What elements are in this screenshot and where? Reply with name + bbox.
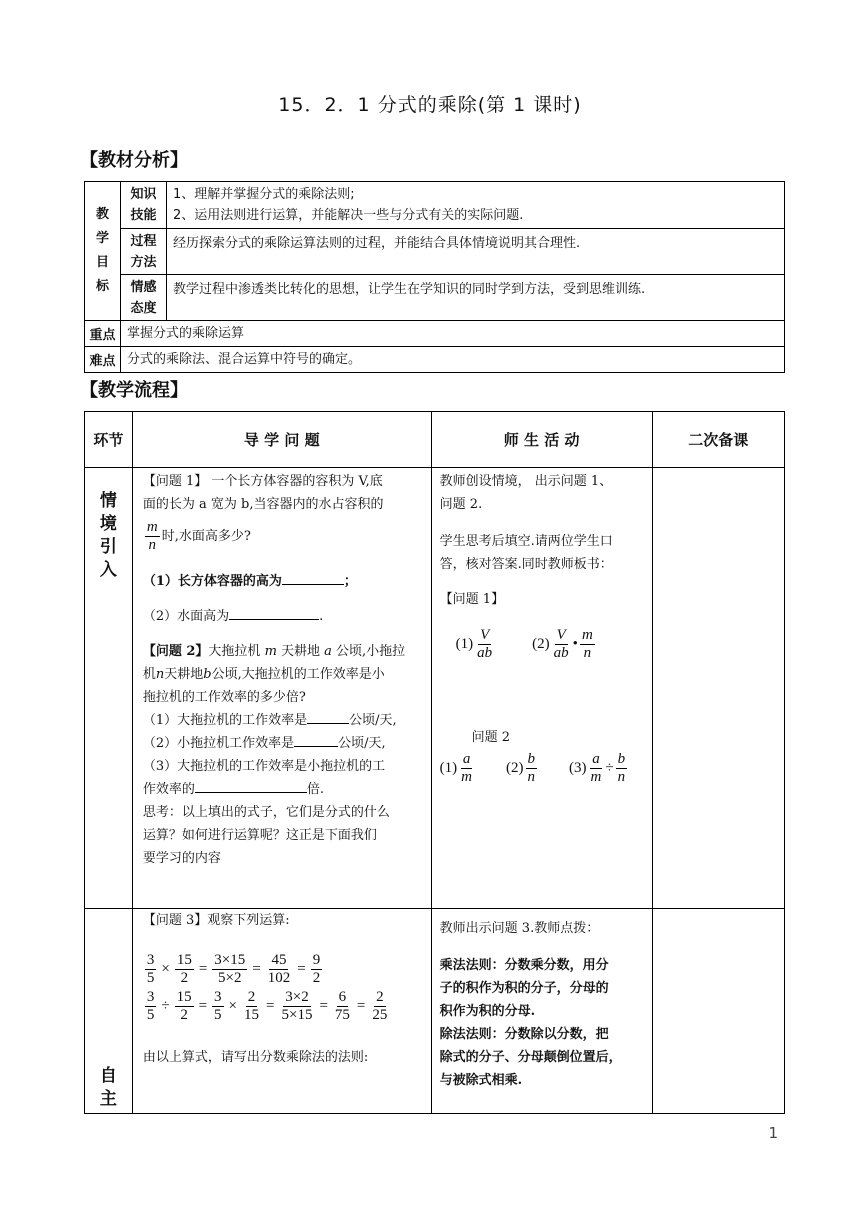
knowledge-label: [121, 182, 167, 229]
operator: =: [297, 961, 306, 977]
answer-blank[interactable]: [282, 570, 344, 585]
denominator: ab: [477, 645, 493, 661]
operator: =: [198, 998, 208, 1014]
fraction: [175, 952, 194, 987]
sub-text: （1）长方体容器的高为: [142, 574, 282, 589]
activity-cell-intro: [431, 468, 652, 909]
label-line: 态度: [130, 300, 157, 316]
numerator: 3: [146, 952, 155, 968]
question-2-sub2: [143, 732, 423, 755]
fraction: [145, 952, 157, 987]
stage-label-self: [85, 909, 133, 1114]
fraction: [459, 751, 474, 786]
var: m: [264, 644, 277, 659]
denominator: 15: [244, 1007, 260, 1023]
header-guide: 导 学 问 题: [132, 412, 431, 468]
denominator: m: [590, 769, 602, 785]
numerator: 3×2: [285, 989, 309, 1005]
numerator: V: [556, 627, 566, 643]
numerator: 3: [214, 989, 222, 1005]
label-line: 过程: [130, 233, 157, 249]
label-char: 情: [99, 491, 117, 511]
denominator: 25: [372, 1007, 388, 1023]
fraction: [552, 627, 571, 662]
fraction: [616, 751, 628, 786]
label-char: 主: [99, 1089, 117, 1109]
sub-text: 作效率的: [142, 782, 195, 797]
rule-line: 积作为积的分母.: [439, 1004, 536, 1019]
secondary-prep-cell-self[interactable]: [652, 909, 784, 1114]
sub-end: 公顷/天,: [338, 736, 386, 751]
label-line: 情感: [130, 279, 157, 295]
text: 天耕地: [276, 644, 325, 659]
rule-line: 乘法法则：分数乘分数，用分: [439, 958, 609, 973]
answer-label: (2): [506, 760, 524, 776]
answer-label: (3): [569, 760, 587, 776]
fraction: [370, 989, 389, 1024]
denominator: 75: [334, 1007, 350, 1023]
operator: ÷: [605, 760, 614, 776]
operator: =: [252, 961, 261, 977]
text: 公顷,大拖拉机的工作效率是小: [211, 667, 385, 682]
answer-blank[interactable]: [294, 732, 338, 747]
label-line: 知识: [130, 187, 157, 202]
activity-line: 学生思考后填空.请两位学生口: [439, 534, 613, 549]
label-char: 境: [99, 514, 117, 534]
activity-line: 问题 2.: [439, 497, 483, 512]
var: a: [324, 644, 332, 659]
guide-cell-self: [132, 909, 431, 1114]
fraction: [589, 751, 604, 786]
answer-blank[interactable]: [195, 778, 307, 793]
numerator: a: [592, 751, 600, 767]
label-char: 标: [95, 279, 109, 294]
numerator: b: [527, 751, 536, 767]
numerator: V: [480, 627, 490, 643]
label-char: 引: [99, 537, 117, 557]
operator: =: [319, 998, 328, 1014]
denominator: n: [617, 769, 626, 785]
sub-end: 倍.: [306, 782, 324, 797]
label-char: 自: [99, 1066, 117, 1086]
denominator: 5: [146, 970, 155, 986]
question-1-frac-line: [143, 516, 423, 558]
denominator: 5: [214, 1007, 222, 1023]
operator: =: [198, 961, 208, 977]
question-2-sub3: （3）大拖拉机的工作效率是小拖拉机的工: [142, 759, 386, 774]
numerator: 45: [271, 952, 287, 968]
denominator: 5×2: [218, 970, 242, 986]
var: b: [203, 667, 212, 682]
question-2-head: 【问题 2】: [142, 644, 209, 659]
fraction: [580, 627, 595, 662]
question-2-sub1: [143, 709, 423, 732]
numerator: m: [146, 519, 158, 535]
fraction: [242, 989, 261, 1024]
sub-end: .: [319, 609, 324, 624]
numerator: m: [581, 627, 593, 643]
numerator: b: [617, 751, 626, 767]
denominator: 5: [146, 1007, 155, 1023]
text: 天耕地: [164, 667, 204, 682]
question-1-sub2: [143, 605, 423, 628]
numerator: a: [462, 751, 471, 767]
denominator: 2: [180, 1007, 188, 1023]
think-line: 思考：以上填出的式子，它们是分式的什么: [142, 805, 390, 820]
guide-cell-intro: [132, 468, 431, 909]
header-secondary-prep: 二次备课: [652, 412, 784, 468]
think-line: 要学习的内容: [142, 851, 221, 866]
text: 公顷,小拖拉: [331, 644, 406, 659]
header-stage: 环节: [85, 412, 133, 468]
label-char: 教: [95, 207, 109, 222]
answer-row-1: [440, 627, 646, 662]
numerator: 15: [176, 952, 192, 968]
emotion-text: 教学过程中渗透类比转化的思想，让学生在学知识的同时学到方法，受到思维训练.: [167, 275, 785, 321]
operator: ×: [161, 961, 170, 977]
operator: •: [572, 636, 578, 652]
objectives-table: [84, 181, 785, 373]
fraction: [212, 952, 247, 987]
answer-label: (1): [455, 636, 474, 652]
emotion-label: [121, 275, 167, 321]
text-line: 1、理解并掌握分式的乘除法则;: [173, 187, 355, 202]
denominator: 102: [267, 970, 291, 986]
activity-line: 教师出示问题 3.教师点拨：: [439, 921, 600, 936]
numerator: 15: [176, 989, 192, 1005]
secondary-prep-cell-intro[interactable]: [652, 468, 784, 909]
denominator: n: [527, 769, 536, 785]
question-1-sub1: [143, 570, 423, 593]
sub-end: 公顷/天,: [349, 713, 397, 728]
answer-label: (2): [532, 636, 550, 652]
flow-table: [84, 411, 785, 1114]
denominator: 5×15: [281, 1007, 313, 1023]
operator: =: [356, 998, 366, 1014]
label-line: 技能: [130, 208, 157, 223]
process-text: 经历探索分式的乘除运算法则的过程，并能结合具体情境说明其合理性.: [167, 229, 785, 275]
operator: =: [266, 998, 275, 1014]
question-3: 【问题 3】观察下列运算:: [142, 913, 290, 928]
question-2-line: 拖拉机的工作效率的多少倍?: [142, 690, 306, 705]
knowledge-text: [167, 182, 785, 229]
fraction-m-over-n: [145, 519, 160, 554]
fraction: [333, 989, 352, 1024]
fraction: [526, 751, 538, 786]
fraction: [311, 952, 323, 987]
fraction: [145, 989, 157, 1024]
fraction: [279, 989, 314, 1024]
label-line: 方法: [130, 254, 157, 270]
text: 机: [142, 667, 156, 682]
fraction: [475, 627, 494, 662]
process-label: [121, 229, 167, 275]
section-heading-flow: 【教学流程】: [80, 380, 188, 401]
sub-text: （1）大拖拉机的工作效率是: [142, 713, 308, 728]
difficult-text: 分式的乘除法、混合运算中符号的确定。: [121, 347, 785, 373]
fraction: [175, 989, 194, 1024]
var: n: [155, 667, 165, 682]
rule-line: 除式的分子、分母颠倒位置后，: [439, 1050, 622, 1065]
section-heading-analysis: 【教材分析】: [80, 150, 188, 171]
numerator: 3×15: [214, 952, 246, 968]
key-label: 重点: [85, 321, 121, 347]
denominator: ab: [553, 645, 569, 661]
question-3-end: 由以上算式，请写出分数乘除法的法则:: [142, 1050, 369, 1065]
operator: ×: [228, 998, 238, 1014]
question-2-line: [143, 640, 423, 663]
stage-label-intro: [85, 468, 133, 909]
denominator: 2: [312, 970, 321, 986]
activity-question-1: 【问题 1】: [439, 592, 505, 607]
think-line: 运算？如何进行运算呢？这正是下面我们: [142, 828, 377, 843]
rule-line: 除法法则：分数除以分数，把: [439, 1027, 609, 1042]
numerator: 2: [376, 989, 384, 1005]
key-text: 掌握分式的乘除运算: [121, 321, 785, 347]
rule-line: 与被除式相乘.: [439, 1073, 523, 1088]
label-char: 学: [95, 231, 109, 246]
question-1-line: 面的长为 a 宽为 b,当容器内的水占容积的: [142, 497, 384, 512]
denominator: n: [583, 645, 592, 661]
denominator: 2: [180, 970, 189, 986]
header-activity: 师 生 活 动: [431, 412, 652, 468]
text: 大拖拉机: [208, 644, 265, 659]
question-2-sub3b: [143, 778, 423, 801]
activity-cell-self: [431, 909, 652, 1114]
answer-label: (1): [439, 760, 458, 776]
label-char: 入: [99, 560, 117, 580]
numerator: 2: [247, 989, 256, 1005]
numerator: 9: [312, 952, 321, 968]
equation-divide: [143, 989, 423, 1024]
question-2-line: [143, 663, 423, 686]
label-char: 目: [95, 255, 109, 270]
numerator: 3: [146, 989, 155, 1005]
activity-question-2: 问题 2: [471, 730, 511, 745]
fraction: [212, 989, 224, 1024]
sub-end: ；: [343, 574, 357, 589]
sub-text: （2）水面高为: [142, 609, 230, 624]
page-title: 15．2．1 分式的乘除(第 1 课时): [278, 94, 582, 116]
text-line: 2、运用法则进行运算，并能解决一些与分式有关的实际问题.: [173, 208, 524, 223]
answer-blank[interactable]: [307, 709, 349, 724]
question-1-line: 【问题 1】 一个长方体容器的容积为 V,底: [142, 474, 383, 489]
answer-blank[interactable]: [229, 605, 319, 620]
denominator: n: [148, 537, 157, 553]
question-1-text: 时,水面高多少?: [161, 529, 251, 544]
sub-text: （2）小拖拉机工作效率是: [142, 736, 295, 751]
page-number: 1: [768, 1124, 778, 1142]
objectives-group-label: [85, 182, 121, 321]
operator: ÷: [161, 998, 170, 1014]
equation-multiply: [143, 952, 423, 987]
denominator: m: [461, 769, 473, 785]
numerator: 6: [338, 989, 347, 1005]
fraction: [266, 952, 293, 987]
answer-row-2: [440, 751, 646, 786]
activity-line: 答，核对答案.同时教师板书：: [439, 557, 613, 572]
rule-line: 子的积作为积的分子，分母的: [439, 981, 609, 996]
difficult-label: 难点: [85, 347, 121, 373]
activity-line: 教师创设情境， 出示问题 1、: [439, 474, 613, 489]
